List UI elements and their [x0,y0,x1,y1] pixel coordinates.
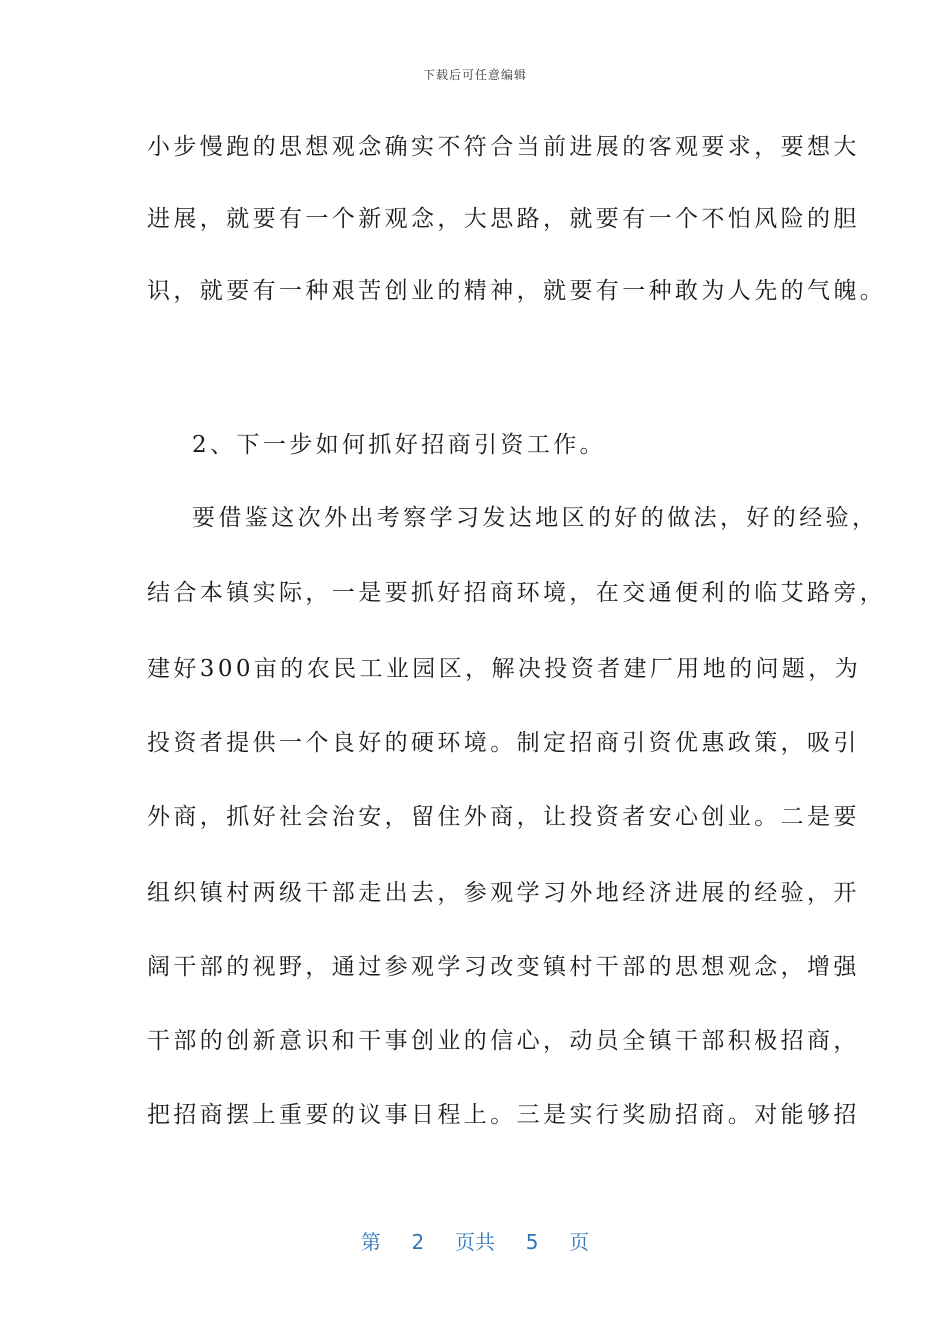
total-pages-number: 5 [525,1230,539,1254]
text-line: 小步慢跑的思想观念确实不符合当前进展的客观要求，要想大 [147,134,860,160]
footer-middle: 页共 [455,1230,495,1254]
page-footer [0,1226,950,1255]
text-line: 识，就要有一种艰苦创业的精神，就要有一种敢为人先的气魄。 [147,278,887,304]
text-line: 结合本镇实际，一是要抓好招商环境，在交通便利的临艾路旁， [147,580,887,606]
text-line: 把招商摆上重要的议事日程上。三是实行奖励招商。对能够招 [147,1102,860,1128]
text-line: 进展，就要有一个新观念，大思路，就要有一个不怕风险的胆 [147,206,860,232]
text-line: 投资者提供一个良好的硬环境。制定招商引资优惠政策，吸引 [147,730,860,756]
section-heading: 2、下一步如何抓好招商引资工作。 [192,432,607,458]
text-line: 外商，抓好社会治安，留住外商，让投资者安心创业。二是要 [147,804,860,830]
current-page-number: 2 [411,1230,425,1254]
text-line: 要借鉴这次外出考察学习发达地区的好的做法，好的经验， [192,505,879,531]
text-line: 建好300亩的农民工业园区，解决投资者建厂用地的问题，为 [147,656,862,682]
footer-prefix: 第 [360,1230,381,1254]
text-line: 组织镇村两级干部走出去，参观学习外地经济进展的经验，开 [147,880,860,906]
text-line: 干部的创新意识和干事创业的信心，动员全镇干部积极招商， [147,1028,860,1054]
footer-suffix: 页 [569,1230,590,1254]
text-line: 阔干部的视野，通过参观学习改变镇村干部的思想观念，增强 [147,954,860,980]
header-note: 下载后可任意编辑 [422,68,527,82]
